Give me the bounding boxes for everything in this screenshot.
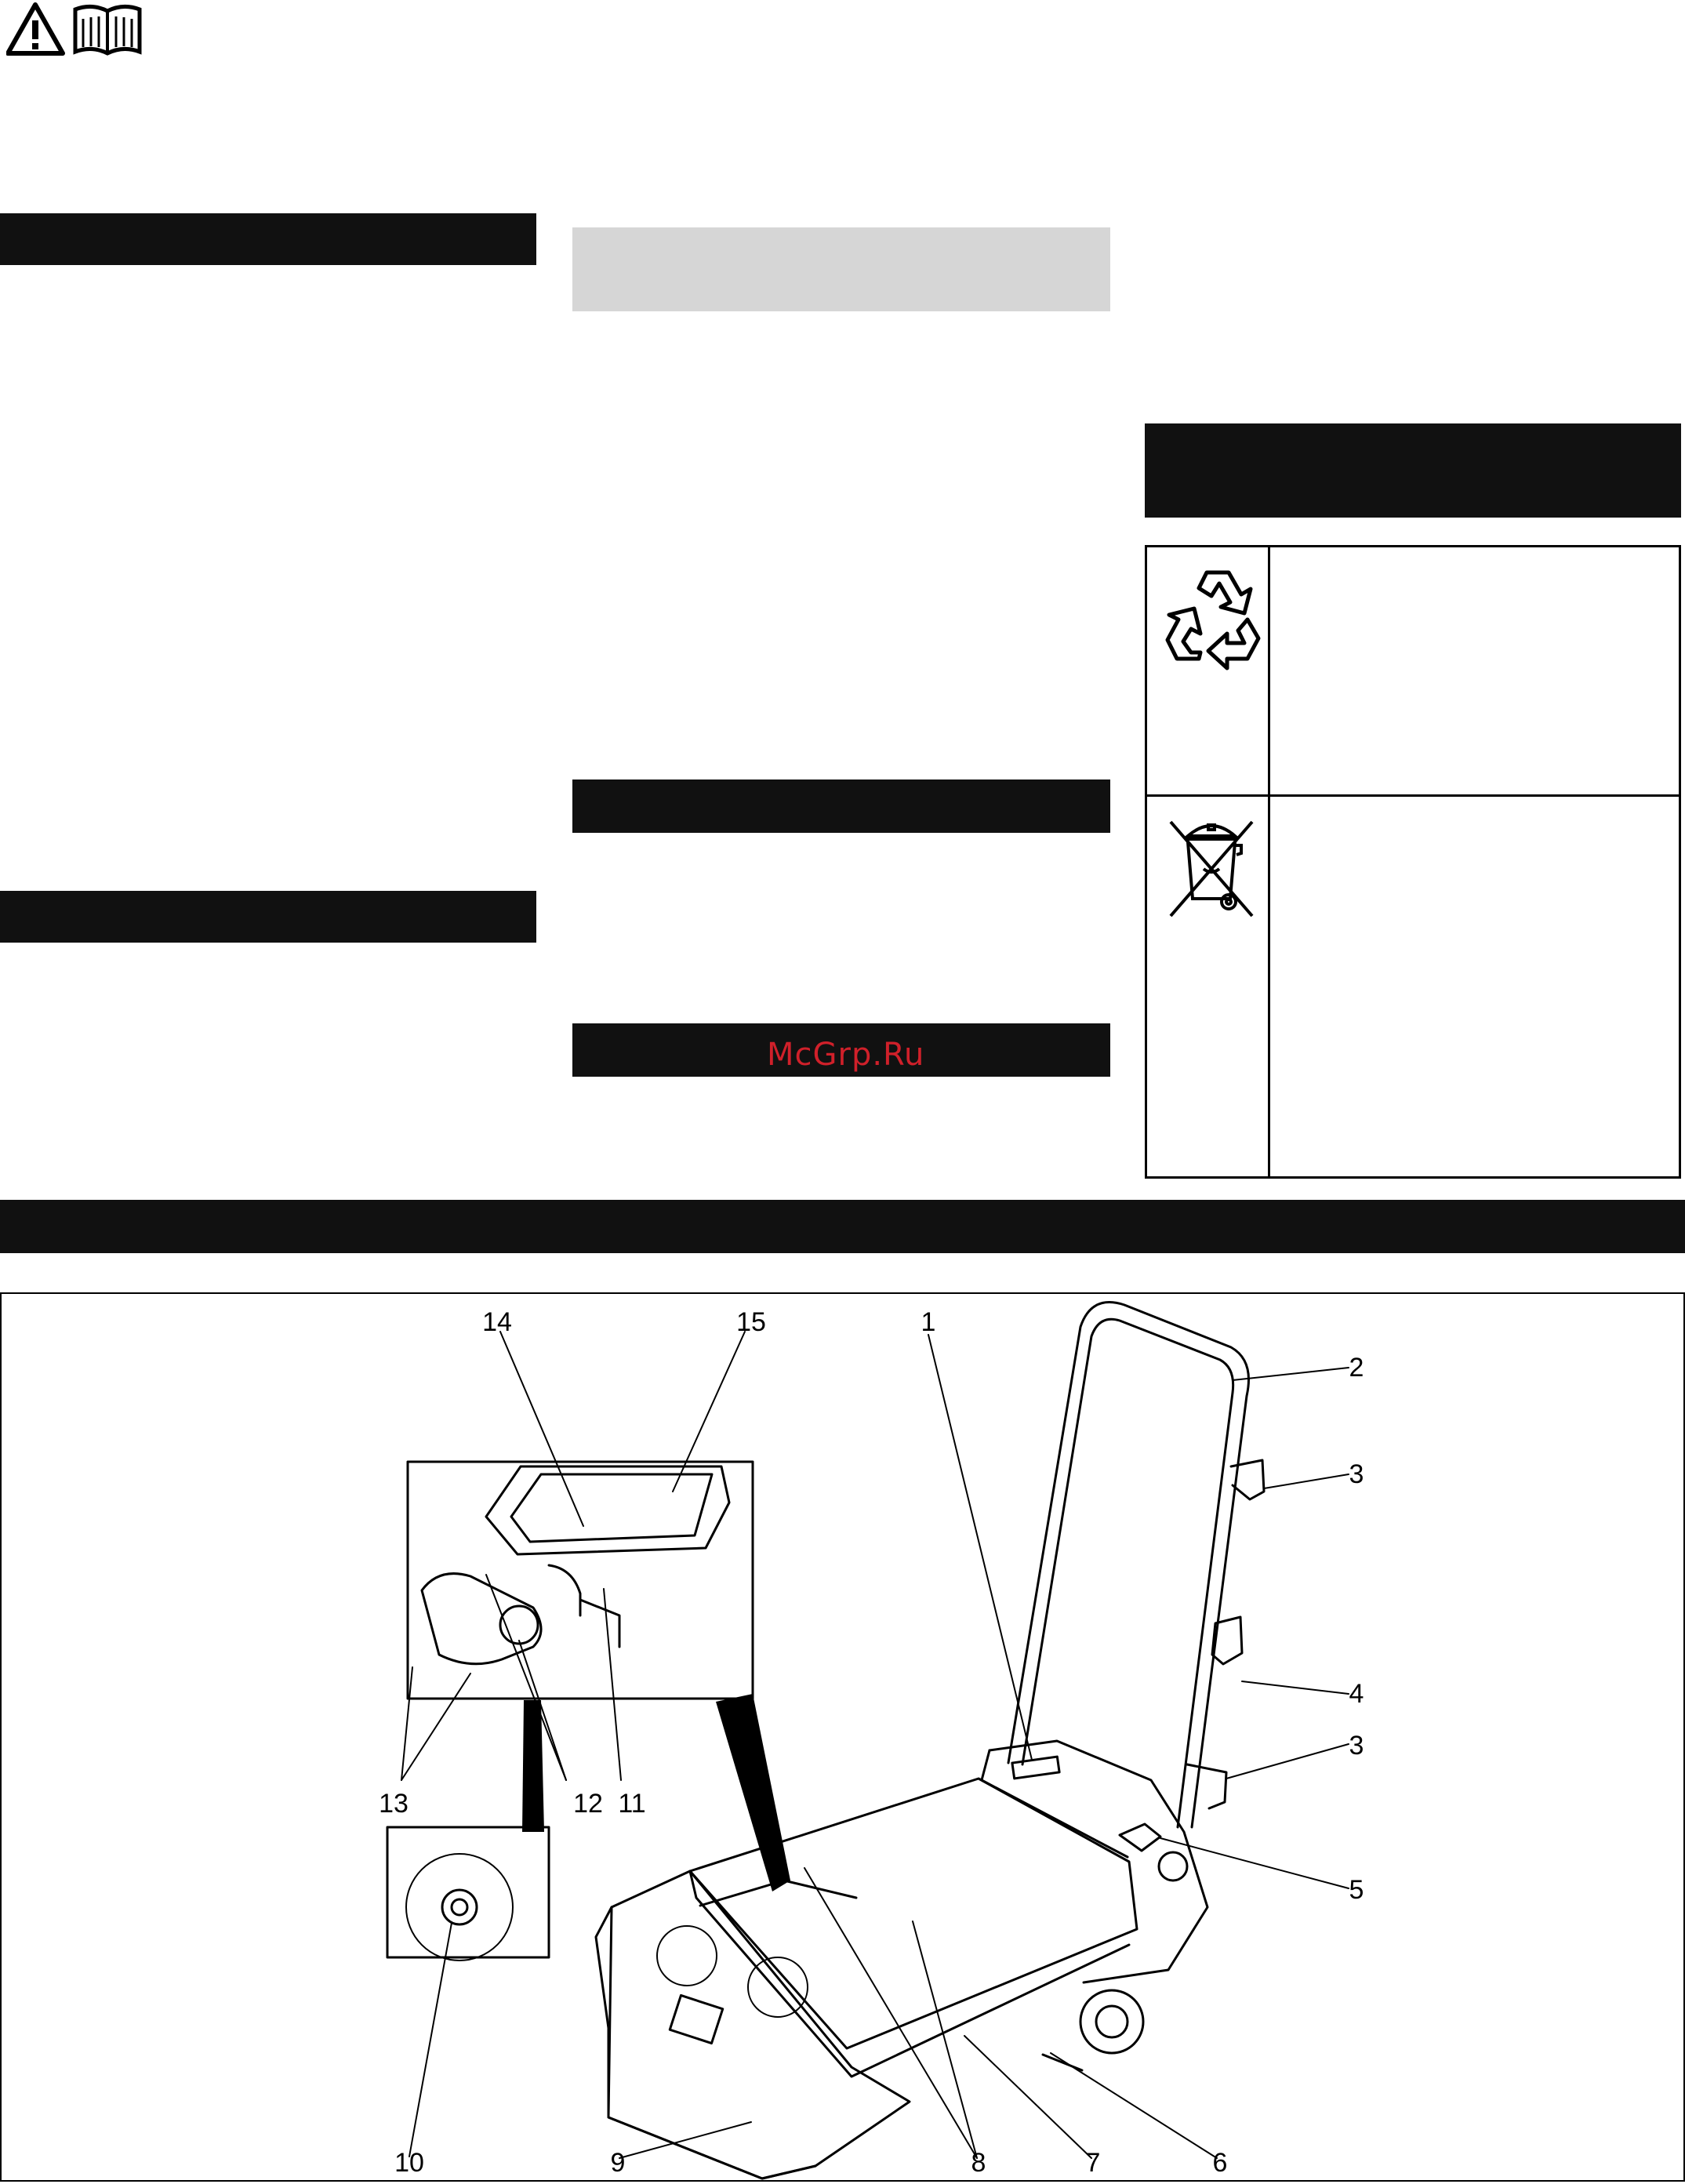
callout-2: 2 — [1349, 1353, 1364, 1383]
callout-13: 13 — [379, 1789, 409, 1819]
callout-9: 9 — [610, 2148, 626, 2178]
brush-pattern-right — [748, 1957, 808, 2017]
zoom-wedge-2 — [522, 1700, 544, 1832]
callout-15: 15 — [736, 1307, 766, 1337]
callout-4: 4 — [1349, 1679, 1364, 1709]
callout-5: 5 — [1349, 1875, 1364, 1905]
switch — [1120, 1824, 1160, 1851]
zoom-wedge-1 — [716, 1694, 790, 1891]
callout-12: 12 — [573, 1789, 603, 1819]
brush-housing — [608, 1871, 910, 2179]
grip-recess — [670, 1995, 722, 2043]
wheel — [1080, 1990, 1143, 2053]
callout-3-lower: 3 — [1349, 1731, 1364, 1761]
callout-8: 8 — [971, 2148, 986, 2178]
control-panel-label — [1012, 1757, 1059, 1779]
callout-14: 14 — [482, 1307, 512, 1337]
cable-hook-lower — [1187, 1764, 1226, 1808]
callout-7: 7 — [1085, 2148, 1101, 2178]
brush-pattern-left — [657, 1926, 717, 1986]
watermark: McGrp.Ru — [767, 1037, 925, 1073]
knob — [1159, 1852, 1187, 1881]
callout-6: 6 — [1212, 2148, 1228, 2178]
callout-3-upper: 3 — [1349, 1459, 1364, 1489]
callout-11: 11 — [618, 1789, 646, 1819]
callout-10: 10 — [394, 2148, 424, 2178]
push-handle — [1008, 1303, 1249, 1828]
callout-1: 1 — [921, 1307, 936, 1337]
